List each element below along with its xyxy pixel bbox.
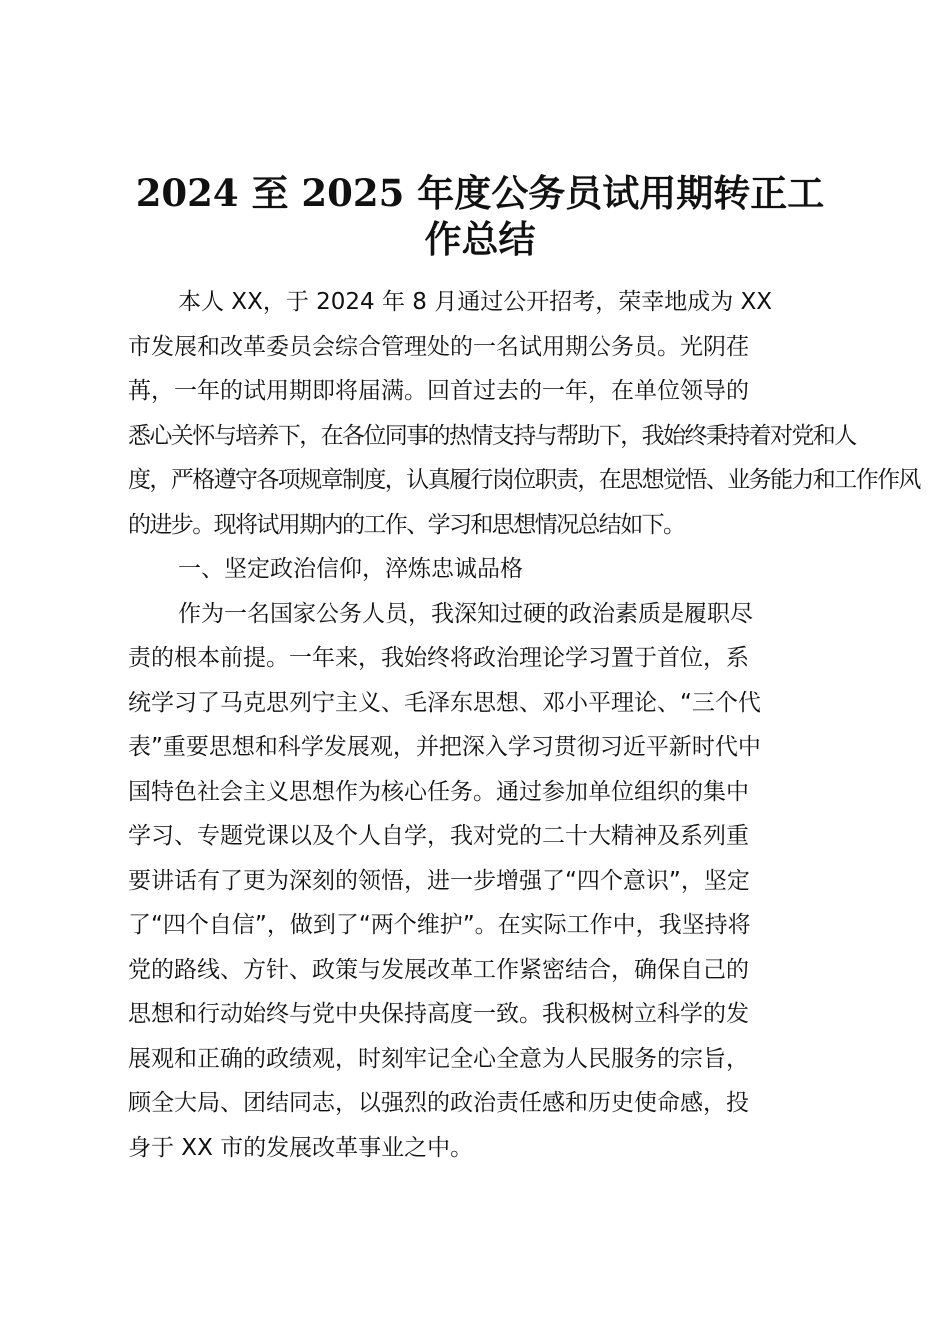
text-line: 表”重要思想和科学发展观，并把深入学习贯彻习近平新时代中 (128, 734, 761, 760)
title-line-1: 2024 至 2025 年度公务员试用期转正工 (135, 171, 825, 215)
text-line: 苒，一年的试用期即将届满。回首过去的一年，在单位领导的 (128, 378, 749, 404)
text-line: 展观和正确的政绩观，时刻牢记全心全意为人民服务的宗旨， (128, 1045, 749, 1072)
text-line: 身于 XX 市的发展改革事业之中。 (128, 1134, 474, 1161)
text-line: 的进步。现将试用期内的工作、学习和思想情况总结如下。 (128, 511, 685, 538)
text-line: 思想和行动始终与党中央保持高度一致。我积极树立科学的发 (128, 1001, 749, 1027)
text-line: 本人 XX，于 2024 年 8 月通过公开招考，荣幸地成为 XX (178, 289, 773, 315)
text-line: 国特色社会主义思想作为核心任务。通过参加单位组织的集中 (128, 778, 749, 805)
text-line: 党的路线、方针、政策与发展改革工作紧密结合，确保自己的 (128, 956, 749, 983)
text-line: 顾全大局、团结同志，以强烈的政治责任感和历史使命感，投 (128, 1090, 749, 1116)
text-line: 度，严格遵守各项规章制度，认真履行岗位职责，在思想觉悟、业务能力和工作作风 (128, 467, 920, 493)
text-line: 责的根本前提。一年来，我始终将政治理论学习置于首位，系 (128, 645, 749, 671)
title-line-2: 作总结 (424, 217, 536, 261)
text-line: 悉心关怀与培养下，在各位同事的热情支持与帮助下，我始终秉持着对党和人 (128, 422, 856, 449)
document-body (128, 280, 950, 1170)
section-heading: 一、坚定政治信仰，淬炼忠诚品格 (178, 556, 523, 582)
text-line: 学习、专题党课以及个人自学，我对党的二十大精神及系列重 (128, 823, 749, 849)
text-line: 统学习了马克思列宁主义、毛泽东思想、邓小平理论、“三个代 (128, 689, 761, 716)
text-line: 作为一名国家公务人员，我深知过硬的政治素质是履职尽 (178, 600, 753, 627)
text-line: 了“四个自信”，做到了“两个维护”。在实际工作中，我坚持将 (128, 912, 751, 938)
text-line: 市发展和改革委员会综合管理处的一名试用期公务员。光阴荏 (128, 333, 749, 360)
text-line: 要讲话有了更为深刻的领悟，进一步增强了“四个意识”，坚定 (128, 867, 750, 894)
document-title (100, 170, 860, 262)
